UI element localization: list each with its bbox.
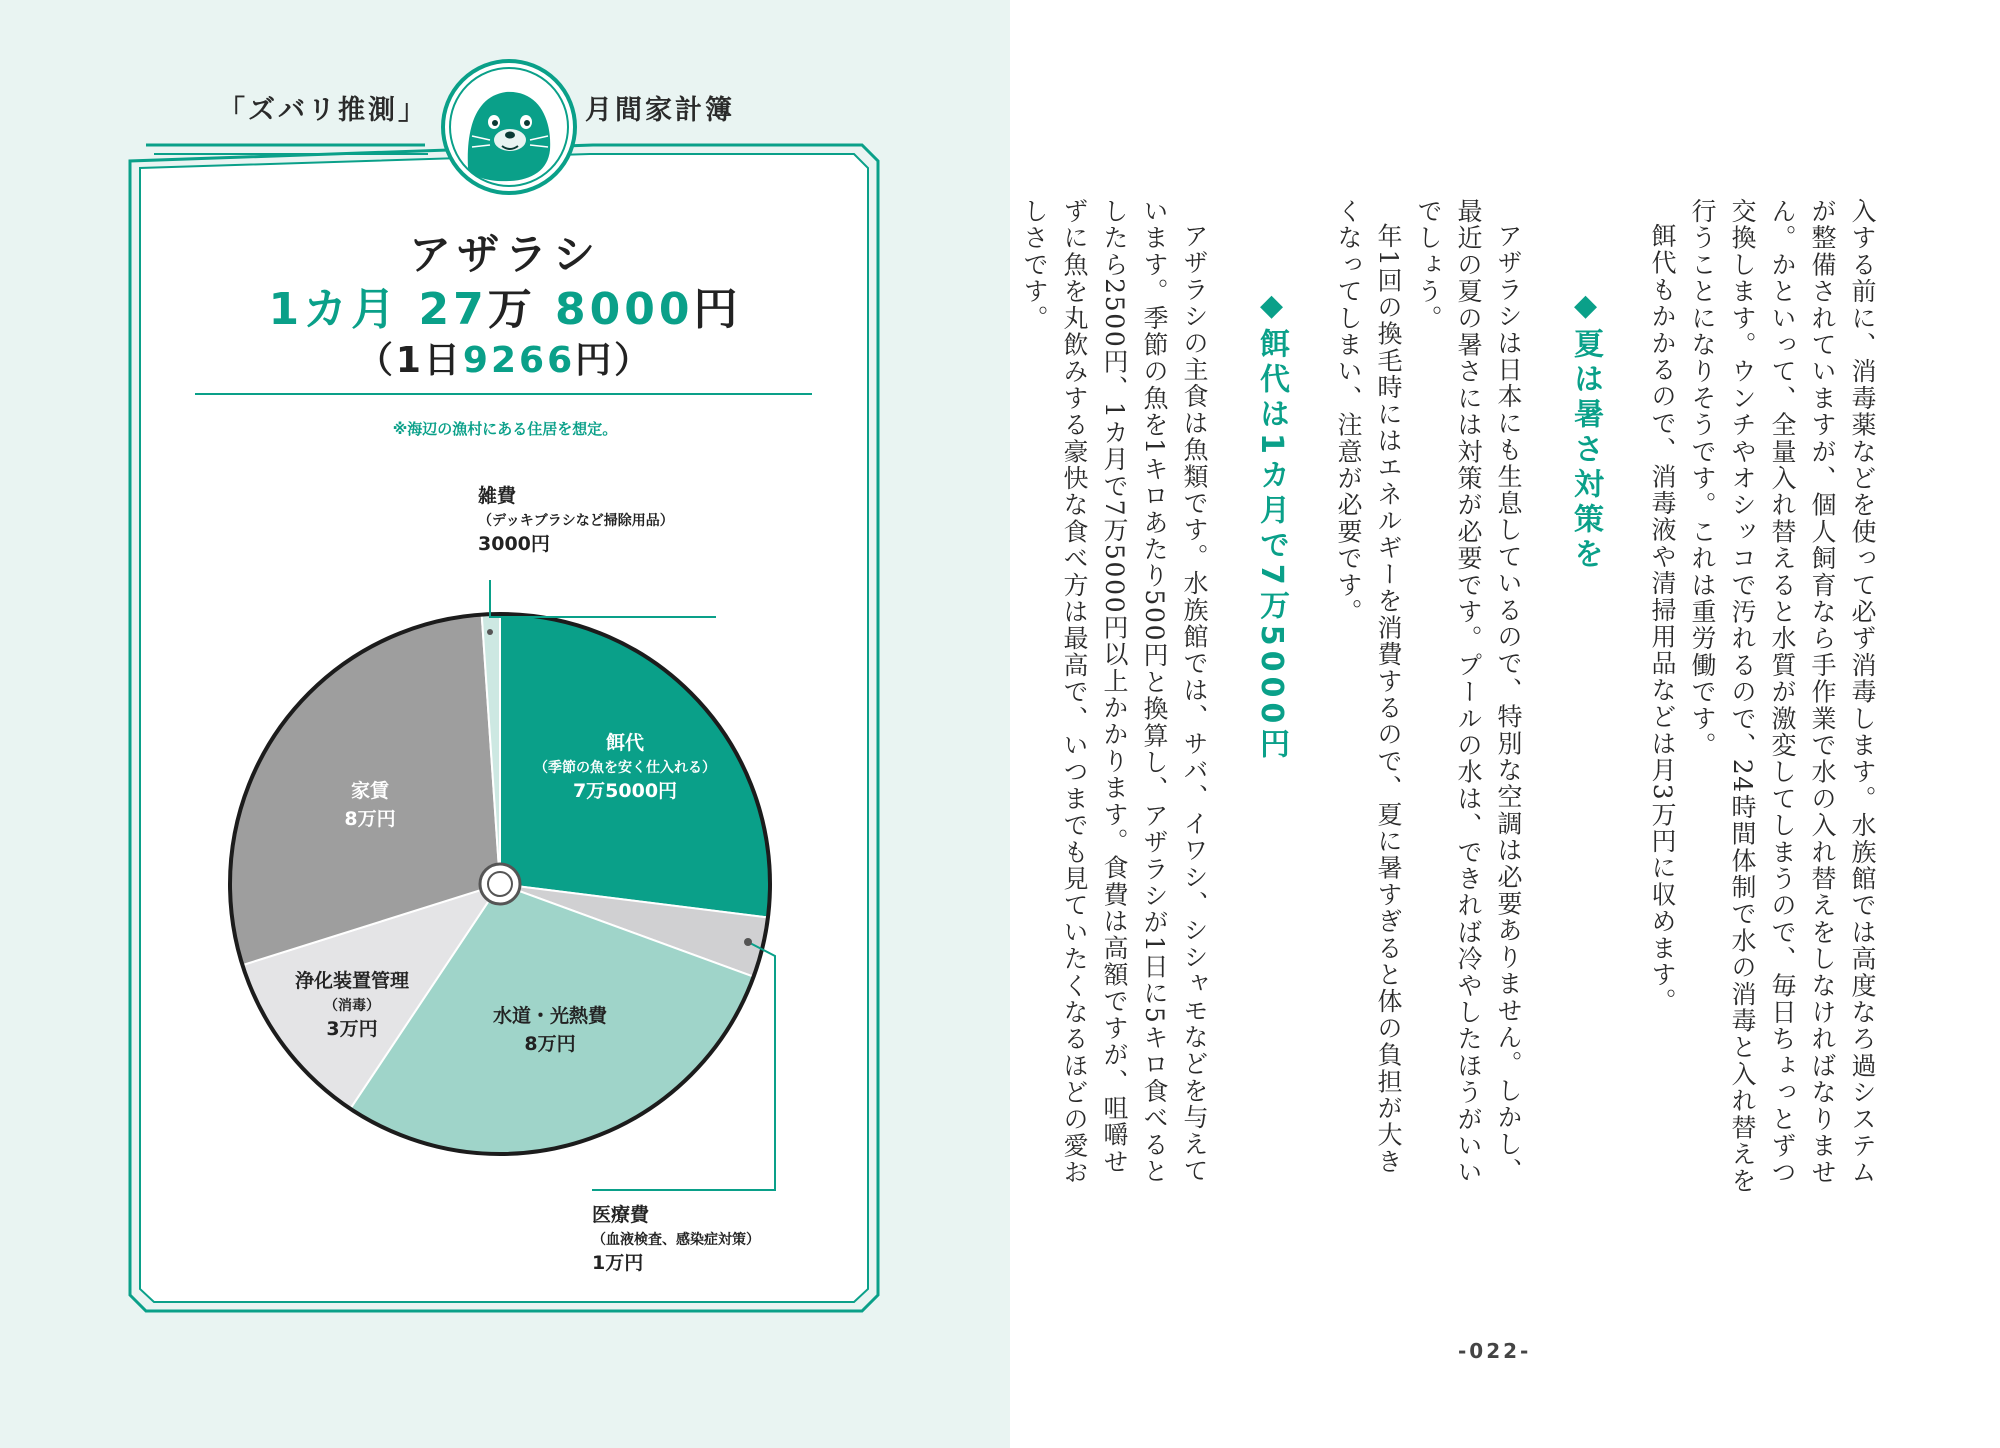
- leader-dot-medical: [744, 938, 752, 946]
- pie-label-food: [500, 730, 750, 805]
- purifier-value: 3万円: [326, 1017, 378, 1040]
- utilities-value: 8万円: [524, 1032, 576, 1055]
- month-unit1: 万: [487, 284, 536, 335]
- medical-name: 医療費: [592, 1204, 650, 1226]
- pie-label-misc: [478, 483, 748, 558]
- pie-label-medical: [592, 1202, 872, 1277]
- month-unit2: 円: [693, 284, 742, 335]
- article-paragraph-5: アザラシの主食は魚類です。水族館では、サバ、イワシ、シシャモなどを与えています。季節の魚を1キロあたり500円と換算し、アザラシが1日に5キロ食べるとしたら2500円、1カ月で7万5000円以上かかります。食費は高額ですが、咀嚼せずに魚を丸飲みする豪快な食べ方は最高で、いつまでも見ていたくなるほどの愛おしさです。: [1020, 198, 1209, 1186]
- leader-line-misc: [490, 580, 716, 617]
- purifier-sub: （消毒）: [324, 997, 380, 1014]
- spacer: [1290, 198, 1328, 1198]
- pie-label-utilities: [460, 1003, 640, 1058]
- misc-sub: （デッキブラシなど掃除用品）: [478, 512, 674, 529]
- month-num2: 8000: [555, 284, 694, 335]
- article-paragraph-2: 餌代もかかるので、消毒液や清掃用品などは月3万円に収めます。: [1648, 223, 1677, 1015]
- assumption-note: ※海辺の漁村にある住居を想定。: [392, 420, 618, 438]
- leader-dot-misc: [487, 629, 493, 635]
- pie-center-inner: [488, 872, 512, 896]
- medical-value: 1万円: [592, 1251, 644, 1274]
- misc-name: 雑費: [478, 485, 517, 507]
- pie-label-purifier: [268, 968, 436, 1043]
- heading-food-cost: ◆餌代は1カ月で7万5000円: [1254, 288, 1289, 764]
- article-body: [1014, 198, 1882, 1198]
- spacer: [1604, 198, 1642, 1198]
- food-name: 餌代: [605, 732, 644, 754]
- medical-sub: （血液検査、感染症対策）: [592, 1231, 760, 1248]
- food-sub: （季節の魚を安く仕入れる）: [534, 759, 716, 776]
- header-left-title: 「ズバリ推測」: [218, 95, 428, 126]
- day-open: （1日: [356, 340, 463, 381]
- month-num1: 27: [418, 284, 488, 335]
- day-close: 円）: [575, 340, 654, 381]
- header-right-title: 月間家計簿: [585, 95, 735, 126]
- utilities-name: 水道・光熱費: [492, 1005, 607, 1027]
- pie-label-rent: [290, 778, 450, 833]
- article-paragraph-4: 年1回の換毛時にはエネルギーを消費するので、夏に暑すぎると体の負担が大きくなってしまい、注意が必要です。: [1334, 198, 1403, 1176]
- animal-name: アザラシ: [408, 230, 601, 279]
- article-paragraph-3: アザラシは日本にも生息しているので、特別な空調は必要ありません。しかし、最近の夏の暑さには対策が必要です。プールの水は、できれば冷やしたほうがいいでしょう。: [1414, 198, 1523, 1186]
- spacer: [1528, 198, 1566, 1198]
- article-paragraph-1: 入する前に、消毒薬などを使って必ず消毒します。水族館では高度なろ過システムが整備されていますが、個人飼育なら手作業で水の入れ替えをしなければなりません。かといって、全量入れ替えると水質が激変してしまうので、毎日ちょっとずつ交換します。ウンチやオシッコで汚れるので、24時間体制で水の消毒と入れ替えを行うことになりそうです。これは重労働です。: [1688, 198, 1877, 1195]
- food-value: 7万5000円: [572, 779, 678, 802]
- month-prefix: 1カ月: [268, 284, 400, 335]
- page-number: -022-: [1458, 1339, 1532, 1363]
- rent-value: 8万円: [344, 807, 396, 830]
- purifier-name: 浄化装置管理: [294, 970, 409, 992]
- day-num: 9266: [462, 340, 576, 381]
- spacer: [1214, 198, 1252, 1198]
- misc-value: 3000円: [478, 532, 550, 555]
- rent-name: 家賃: [350, 780, 389, 802]
- heading-summer: ◆夏は暑さ対策を: [1568, 288, 1603, 573]
